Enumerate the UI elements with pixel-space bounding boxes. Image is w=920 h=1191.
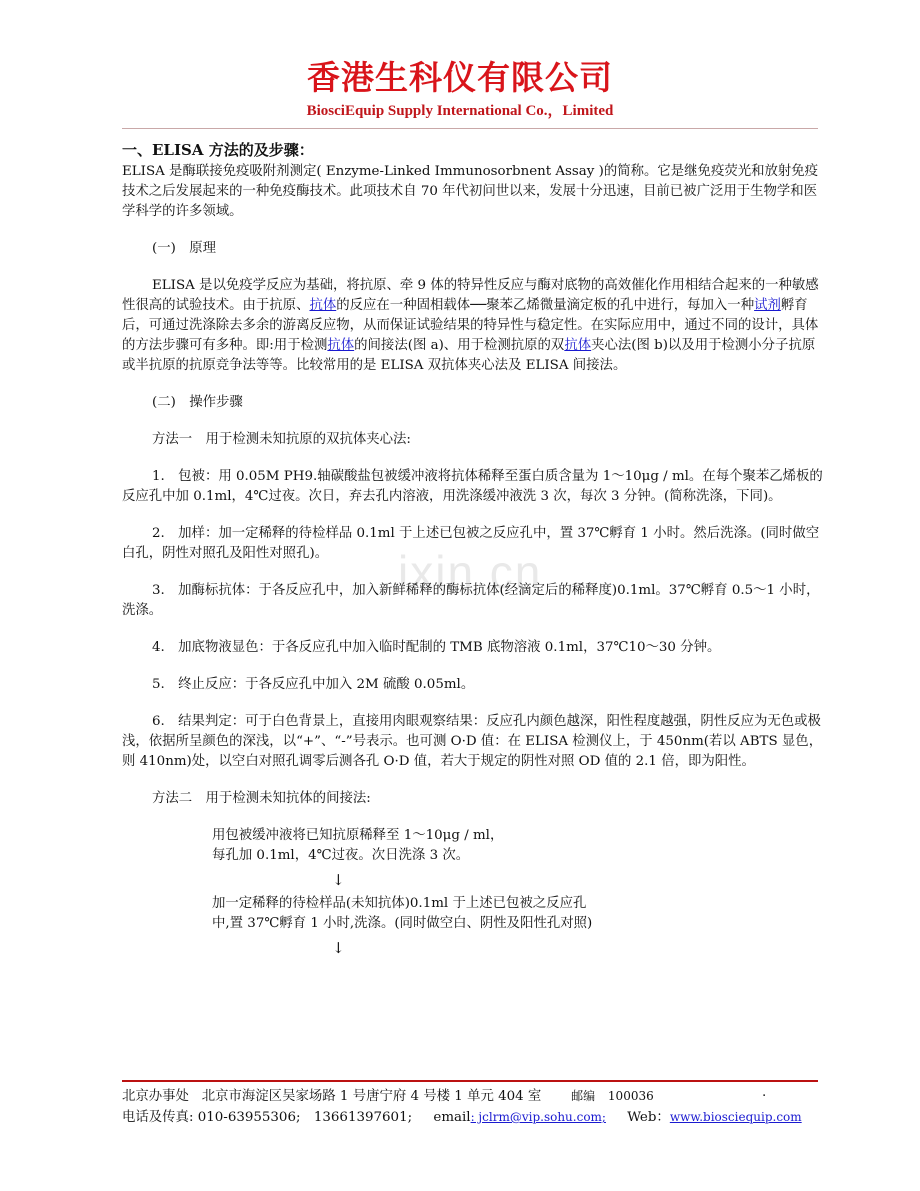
office-address: 北京市海淀区吴家场路 1 号唐宁府 4 号楼 1 单元 404 室: [201, 1089, 542, 1104]
phone-label: 电话及传真:: [122, 1110, 194, 1125]
step-2: 2. 加样：加一定稀释的待检样品 0.1ml 于上述已包被之反应孔中，置 37℃孵育 1 小时。然后洗涤。(同时做空白孔，阴性对照孔及阳性对照孔)。: [122, 526, 820, 561]
principle-text-1: ELISA 是以免疫学反应为基础，将抗原、牵 9 体的特异性反应与酶对底物的高效催化作用相结合起来的一种敏感性很高的试验技术。由于抗原、: [122, 278, 819, 313]
website-link[interactable]: www.biosciequip.com: [669, 1110, 802, 1124]
postcode: 100036: [607, 1089, 654, 1103]
company-name-en: BiosciEquip Supply International Co.，Limited: [306, 103, 614, 119]
method2-step-b-line1: 加一定稀释的待检样品(未知抗体)0.1ml 于上述已包被之反应孔: [212, 896, 587, 911]
principle-text-4: 的间接法(图 a)、用于检测抗原的双: [354, 338, 565, 353]
office-label: 北京办事处: [122, 1089, 189, 1104]
footer-contact-line: [122, 1106, 822, 1125]
footer-divider: [122, 1080, 818, 1082]
principle-text-2: 的反应在一种固相载体──聚苯乙烯微量滴定板的孔中进行，每加入一种: [336, 298, 755, 313]
section-title: 一、ELISA 方法的及步骤：: [122, 141, 314, 159]
principle-text-5: 夹心法(图 b)以及用于检测小分子抗原或半抗原的抗原竞争法等等。比较常用的是 ELISA 双抗体夹心法及 ELISA 间接法。: [122, 338, 816, 373]
antibody-link-3[interactable]: 抗体: [564, 338, 592, 353]
footer-dot: .: [762, 1085, 767, 1100]
antibody-link-2[interactable]: 抗体: [327, 338, 355, 353]
step-5: 5. 终止反应：于各反应孔中加入 2M 硫酸 0.05ml。: [152, 677, 475, 692]
antibody-link[interactable]: 抗体: [309, 298, 337, 313]
company-name-cn: 香港生科仪有限公司: [307, 58, 613, 97]
web-label: Web：: [627, 1110, 670, 1125]
down-arrow-icon-2: ↓: [332, 939, 345, 957]
postcode-label: 邮编: [571, 1089, 596, 1103]
step-1: 1. 包被：用 0.05M PH9.轴碳酸盐包被缓冲液将抗体稀释至蛋白质含量为 1～10μg / ml。在每个聚苯乙烯板的反应孔中加 0.1ml，4℃过夜。次日，弃去孔内溶液，用洗涤缓冲液洗 3 次，每次 3 分钟。(简称洗涤，下同)。: [122, 469, 823, 504]
steps-heading: (二) 操作步骤: [152, 395, 243, 410]
method2-title: 方法二 用于检测未知抗体的间接法:: [152, 791, 371, 806]
principle-heading: (一) 原理: [152, 241, 217, 256]
header-divider: [122, 128, 818, 129]
method2-step-a-line2: 每孔加 0.1ml，4℃过夜。次日洗涤 3 次。: [212, 848, 470, 863]
document-body: [122, 140, 826, 962]
watermark: ixin.cn: [398, 546, 543, 598]
reagent-link[interactable]: 试剂: [754, 298, 781, 313]
method1-title: 方法一 用于检测未知抗原的双抗体夹心法:: [152, 432, 411, 447]
email-label: email: [433, 1110, 471, 1125]
step-3: 3. 加酶标抗体：于各反应孔中，加入新鲜稀释的酶标抗体(经滴定后的稀释度)0.1ml。37℃孵育 0.5～1 小时，洗涤。: [122, 583, 820, 618]
step-6: 6. 结果判定：可于白色背景上，直接用肉眼观察结果：反应孔内颜色越深，阳性程度越强，阴性反应为无色或极浅，依据所呈颜色的深浅，以“+”、“-”号表示。也可测 O·D 值：在 ELISA 检测仪上，于 450nm(若以 ABTS 显色，则 410nm)处，以空白对照孔调零后测各孔 O·D 值，若大于规定的阴性对照 OD 值的 2.1 倍，即为阳性。: [122, 714, 823, 769]
phone-numbers: 010-63955306; 13661397601;: [197, 1110, 413, 1125]
method2-step-b-line2: 中,置 37℃孵育 1 小时,洗涤。(同时做空白、阴性及阳性孔对照): [212, 916, 593, 931]
footer-address-line: [122, 1085, 822, 1104]
email-link[interactable]: : jclrm@vip.sohu.com;: [470, 1110, 606, 1124]
method2-step-a-line1: 用包被缓冲液将已知抗原稀释至 1～10μg / ml，: [212, 828, 504, 843]
intro-paragraph: ELISA 是酶联接免疫吸附剂测定( Enzyme-Linked Immunosorbnent Assay )的简称。它是继免疫荧光和放射免疫技术之后发展起来的一种免疫酶技术。此项技术自 70 年代初问世以来，发展十分迅速，目前已被广泛用于生物学和医学科学的许多领域。: [122, 164, 819, 219]
principle-text-3: 孵育后，可通过洗涤除去多余的游离反应物，从而保证试验结果的特异性与稳定性。在实际应用中，通过不同的设计，具体的方法步骤可有多种。即:用于检测: [122, 298, 819, 353]
step-4: 4. 加底物液显色：于各反应孔中加入临时配制的 TMB 底物溶液 0.1ml，37℃10～30 分钟。: [152, 640, 721, 655]
principle-paragraph: [122, 276, 826, 376]
down-arrow-icon: ↓: [332, 871, 345, 889]
